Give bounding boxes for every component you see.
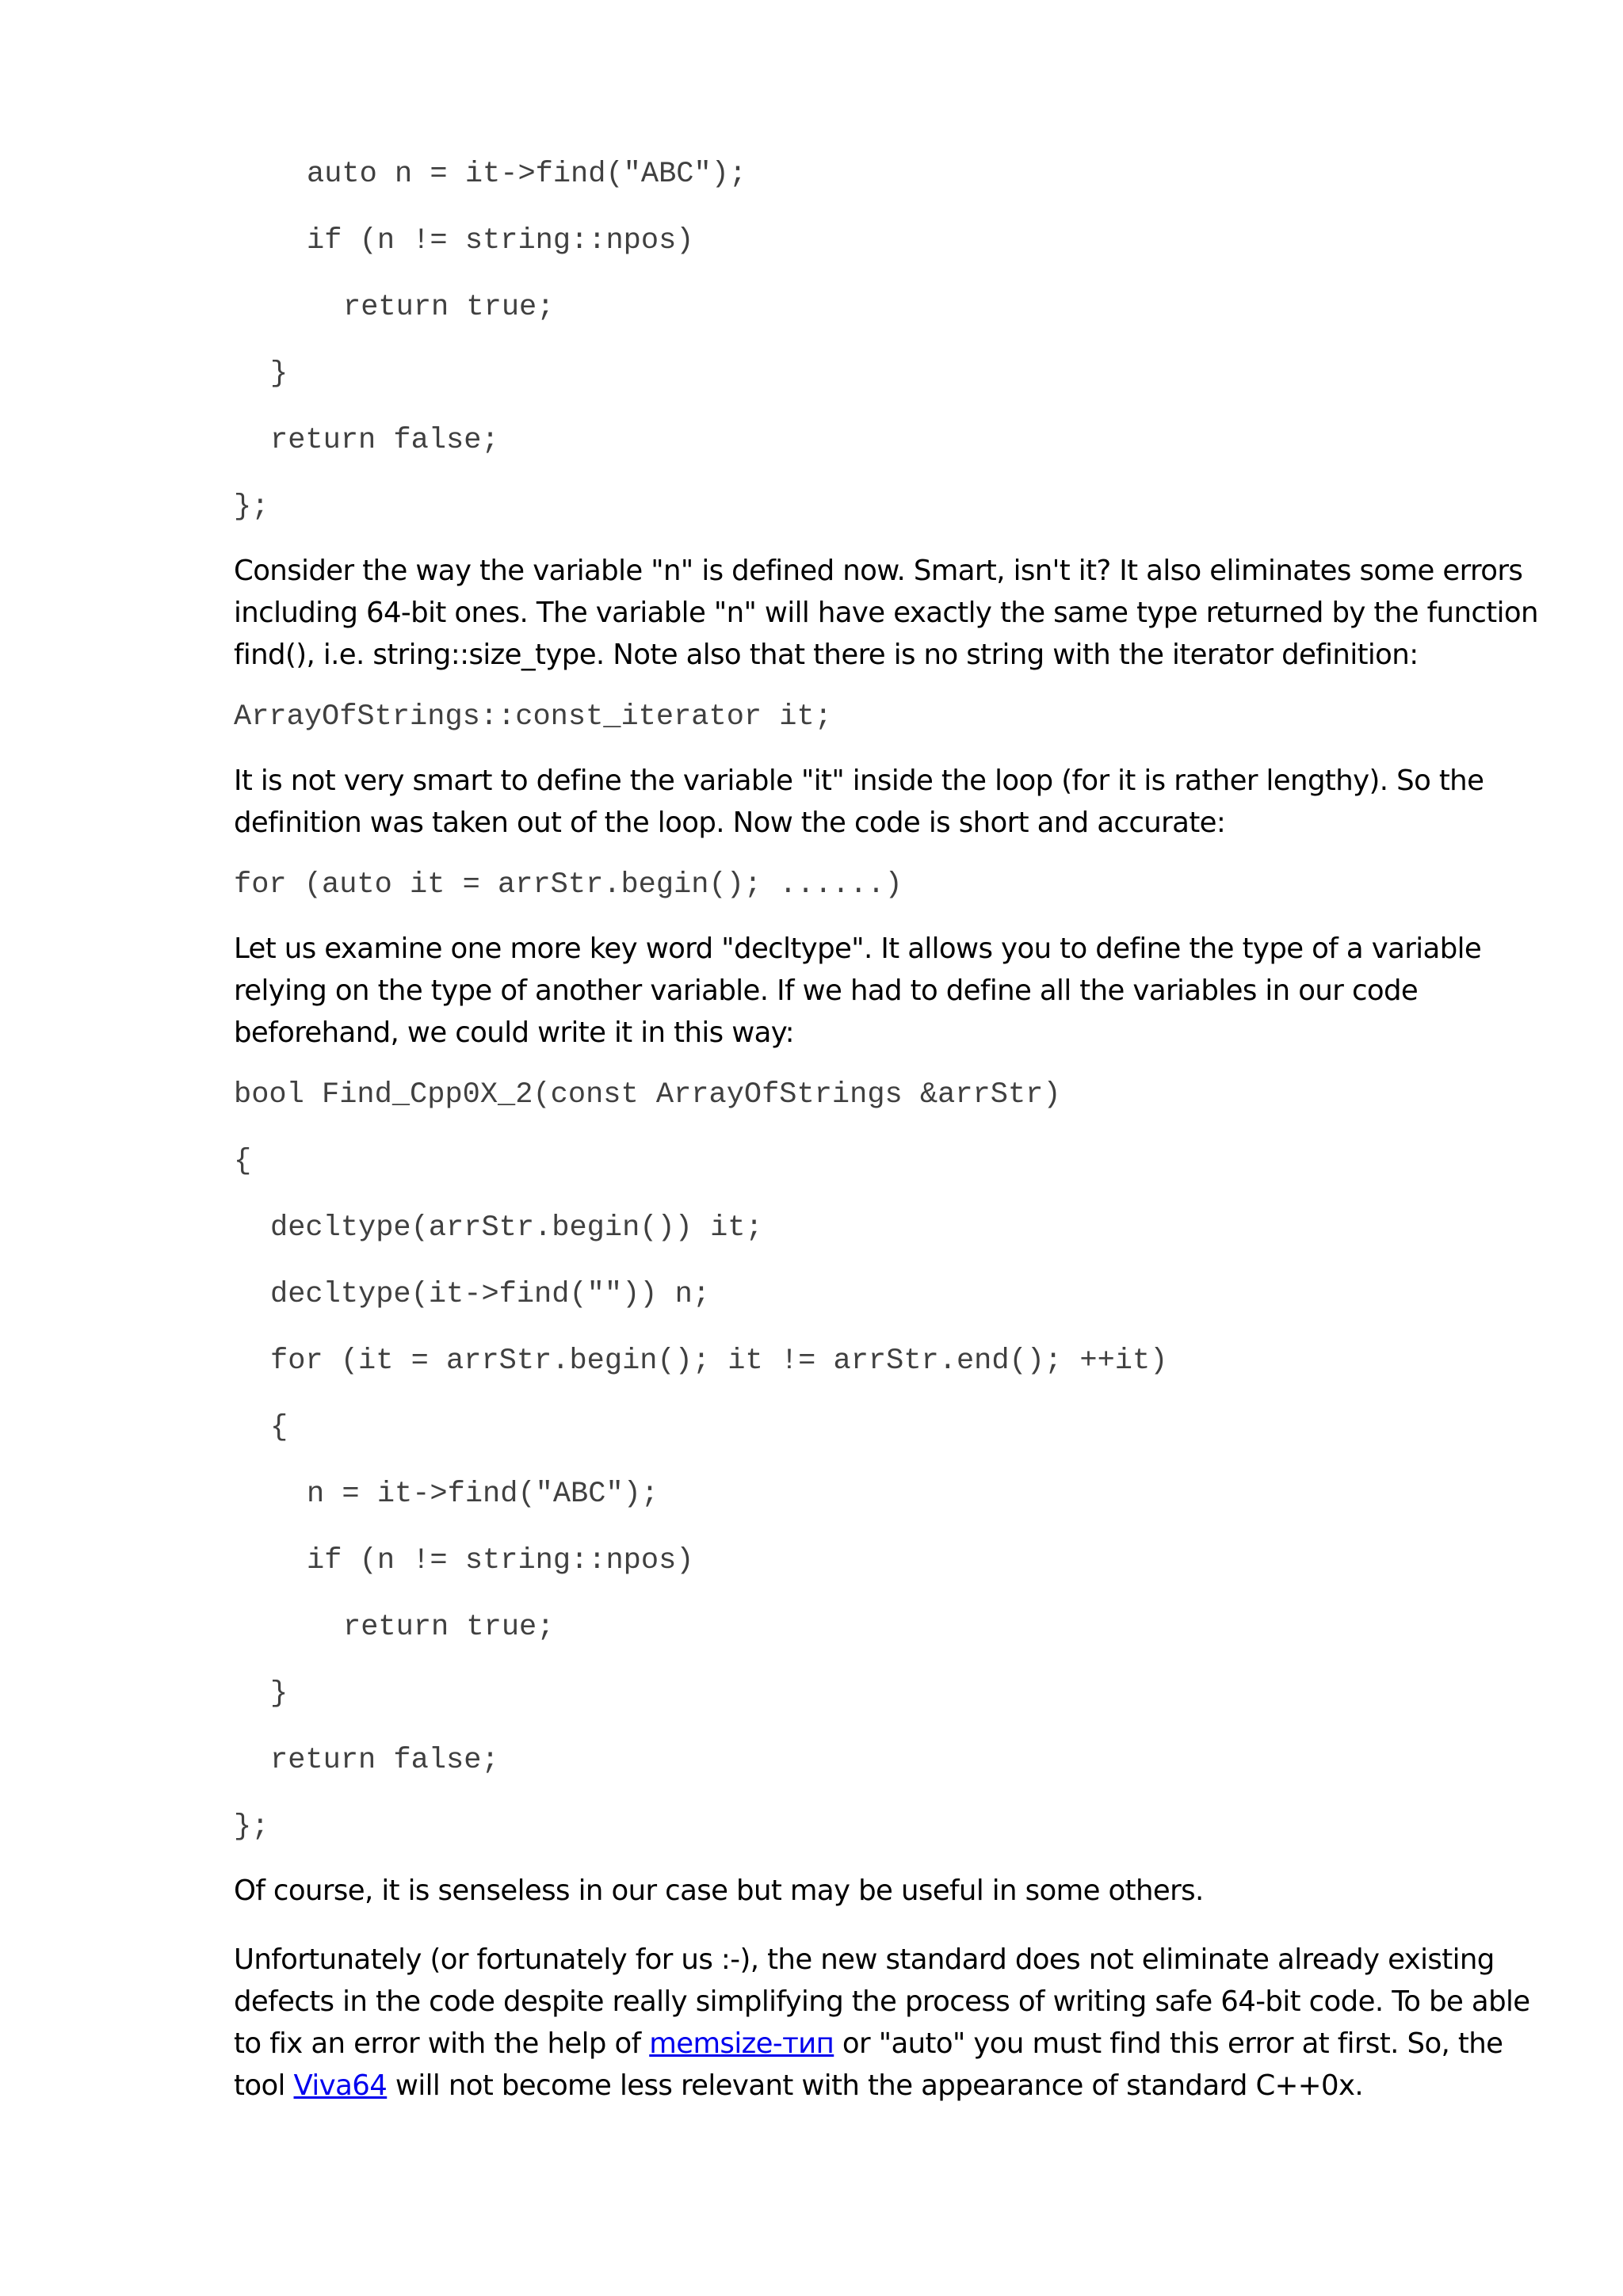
code-block-2 bbox=[234, 1062, 1549, 1860]
document-content bbox=[234, 141, 1549, 2107]
code-line: decltype(it->find("")) n; bbox=[270, 1278, 711, 1311]
code-line: return false; bbox=[270, 1744, 499, 1777]
code-line-iterator: ArrayOfStrings::const_iterator it; bbox=[234, 700, 832, 734]
code-line: } bbox=[270, 1677, 288, 1711]
code-line: } bbox=[270, 357, 288, 391]
code-block-1 bbox=[234, 141, 1549, 540]
code-line: decltype(arrStr.begin()) it; bbox=[270, 1211, 763, 1245]
paragraph-variable-n: Consider the way the variable "n" is defined now. Smart, isn't it? It also eliminates some errors including 64-bit ones. The variable "n" will have exactly the same type returned by the function find(), i.e. string::size_type. Note also that there is no string with the iterator definition: bbox=[234, 555, 1538, 671]
code-line: return true; bbox=[343, 291, 555, 324]
conclusion-text-2: or "auto" you must find this error at first. So, the tool bbox=[234, 2027, 1503, 2102]
code-line: if (n != string::npos) bbox=[307, 1544, 694, 1577]
code-line: auto n = it->find("ABC"); bbox=[307, 158, 747, 191]
code-line: return true; bbox=[343, 1611, 555, 1644]
paragraph-senseless: Of course, it is senseless in our case but may be useful in some others. bbox=[234, 1875, 1204, 1907]
memsize-link[interactable]: memsize-тип bbox=[649, 2027, 834, 2060]
code-line: { bbox=[234, 1145, 252, 1178]
code-line: n = it->find("ABC"); bbox=[307, 1478, 659, 1511]
conclusion-text-1: Unfortunately (or fortunately for us :-), the new standard does not eliminate already existing defects in the code despite really simplifying the process of writing safe 64-bit code. To be able to fix an error with the help of bbox=[234, 1943, 1530, 2060]
code-line: { bbox=[270, 1411, 288, 1444]
viva64-link[interactable]: Viva64 bbox=[293, 2069, 388, 2102]
code-line: for (it = arrStr.begin(); it != arrStr.end(); ++it) bbox=[270, 1344, 1168, 1378]
conclusion-text-3: will not become less relevant with the appearance of standard C++0x. bbox=[387, 2069, 1364, 2102]
code-line: return false; bbox=[270, 424, 499, 457]
code-line-for-auto: for (auto it = arrStr.begin(); ......) bbox=[234, 868, 903, 902]
paragraph-decltype: Let us examine one more key word "decltype". It allows you to define the type of a variable relying on the type of another variable. If we had to define all the variables in our code beforehand, we could write it in this way: bbox=[234, 933, 1482, 1049]
code-line: }; bbox=[234, 1810, 269, 1844]
code-line: if (n != string::npos) bbox=[307, 224, 694, 257]
code-line: }; bbox=[234, 490, 269, 524]
code-line: bool Find_Cpp0X_2(const ArrayOfStrings &arrStr) bbox=[234, 1078, 1061, 1112]
paragraph-loop-definition: It is not very smart to define the variable "it" inside the loop (for it is rather lengthy). So the definition was taken out of the loop. Now the code is short and accurate: bbox=[234, 765, 1484, 839]
paragraph-conclusion bbox=[234, 1939, 1549, 2107]
